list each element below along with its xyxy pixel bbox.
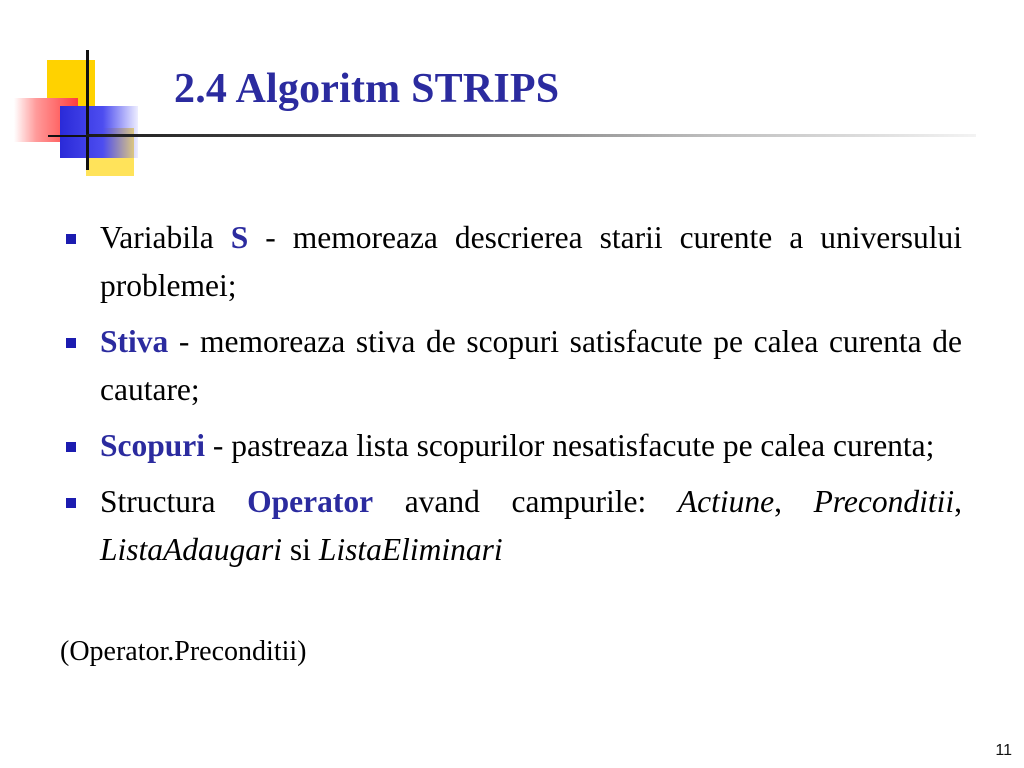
bullet-text: avand campurile: [373, 484, 678, 519]
blue-square-shape [60, 106, 138, 158]
slide-title: 2.4 Algoritm STRIPS [174, 66, 560, 112]
square-bullet-icon [66, 498, 76, 508]
bullet-prefix: Structura [100, 484, 248, 519]
bullet-prefix: Variabila [100, 220, 231, 255]
field-name: ListaEliminari [318, 532, 503, 567]
bullet-keyword: S [230, 220, 249, 255]
field-separator: si [282, 532, 319, 567]
bullet-keyword: Scopuri [100, 428, 206, 463]
square-bullet-icon [66, 234, 76, 244]
vertical-line-shape [86, 50, 89, 170]
square-bullet-icon [66, 442, 76, 452]
operator-note: (Operator.Preconditii) [60, 636, 307, 667]
bullet-text: - memoreaza stiva de scopuri satisfacute pe calea curenta de cautare; [100, 324, 962, 407]
field-separator: , [954, 484, 962, 519]
bullet-item [60, 422, 962, 470]
bullet-text: - pastreaza lista scopurilor nesatisfacute pe calea curenta; [205, 428, 935, 463]
bullet-item [60, 214, 962, 310]
square-bullet-icon [66, 338, 76, 348]
decorative-squares-logo [0, 0, 160, 190]
bullet-list [60, 214, 962, 582]
bullet-text: - memoreaza descrierea starii curente a universului problemei; [100, 220, 963, 303]
field-name: Actiune [677, 484, 775, 519]
field-name: ListaAdaugari [100, 532, 283, 567]
page-number: 11 [995, 742, 1012, 759]
title-divider [86, 134, 976, 137]
bullet-item [60, 318, 962, 414]
bullet-item [60, 478, 962, 574]
field-name: Preconditii [813, 484, 955, 519]
field-separator: , [774, 484, 814, 519]
bullet-keyword: Operator [247, 484, 374, 519]
bullet-keyword: Stiva [100, 324, 169, 359]
